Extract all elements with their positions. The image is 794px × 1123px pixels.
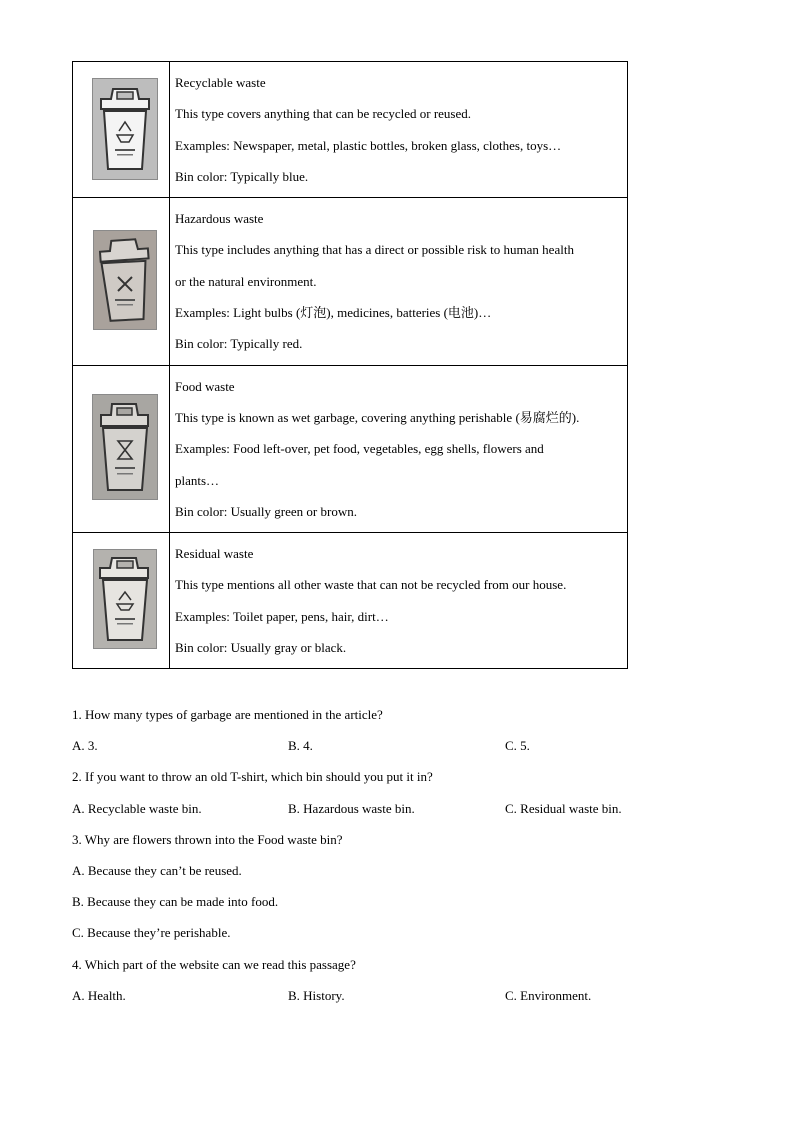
option-a: A. Because they can’t be reused. [72,862,242,878]
row-line: Bin color: Typically blue. [175,168,309,184]
question-stem: 4. Which part of the website can we read this passage? [72,956,356,972]
food-waste-bin-icon [92,394,158,500]
row-line: Bin color: Usually gray or black. [175,640,347,656]
row-line: This type covers anything that can be recycled or reused. [175,106,471,122]
icon-cell [73,365,170,532]
option-row [72,980,712,1011]
hazardous-bin-icon [93,230,157,330]
row-line: This type is known as wet garbage, covering anything perishable (易腐烂的). [175,409,580,425]
table-row [73,533,628,669]
waste-types-table [72,61,628,669]
option-row [72,793,712,824]
residual-bin-icon [93,549,157,649]
table-row [73,365,628,532]
option-c: C. Residual waste bin. [505,800,622,816]
row-line: Examples: Toilet paper, pens, hair, dirt… [175,608,389,624]
icon-cell [73,198,170,365]
row-title: Hazardous waste [175,211,264,227]
question-stem: 2. If you want to throw an old T-shirt, which bin should you put it in? [72,769,433,785]
row-line: Bin color: Typically red. [175,336,303,352]
hazardous-waste-text [170,198,628,365]
row-title: Food waste [175,378,235,394]
option-b: B. History. [288,987,345,1003]
question-stem: 3. Why are flowers thrown into the Food waste bin? [72,831,343,847]
question-list [72,699,712,1011]
option-b: B. Hazardous waste bin. [288,800,415,816]
table-row [73,62,628,198]
question-stem: 1. How many types of garbage are mentioned in the article? [72,707,383,722]
option-c: C. 5. [505,738,530,754]
option-a: A. 3. [72,738,98,754]
row-title: Residual waste [175,546,254,562]
recyclable-waste-text [170,62,628,198]
row-line: Examples: Food left-over, pet food, vegetables, egg shells, flowers and [175,441,544,457]
option-c: C. Because they’re perishable. [72,925,231,941]
row-line: Examples: Newspaper, metal, plastic bottles, broken glass, clothes, toys… [175,137,562,153]
option-c: C. Environment. [505,987,592,1003]
icon-cell [73,533,170,669]
row-line: plants… [175,472,220,488]
row-line: This type mentions all other waste that can not be recycled from our house. [175,577,567,593]
option-row [72,730,712,761]
row-line: Bin color: Usually green or brown. [175,503,357,519]
residual-waste-text [170,533,628,669]
row-line: Examples: Light bulbs (灯泡), medicines, batteries (电池)… [175,305,492,321]
option-b: B. 4. [288,738,313,754]
option-a: A. Health. [72,987,126,1003]
row-line: This type includes anything that has a direct or possible risk to human health [175,242,574,258]
recycle-bin-icon [92,78,158,180]
option-a: A. Recyclable waste bin. [72,800,202,816]
food-waste-text [170,365,628,532]
row-line: or the natural environment. [175,273,317,289]
row-title: Recyclable waste [175,75,266,90]
option-b: B. Because they can be made into food. [72,894,279,910]
table-row [73,198,628,365]
icon-cell [73,62,170,198]
